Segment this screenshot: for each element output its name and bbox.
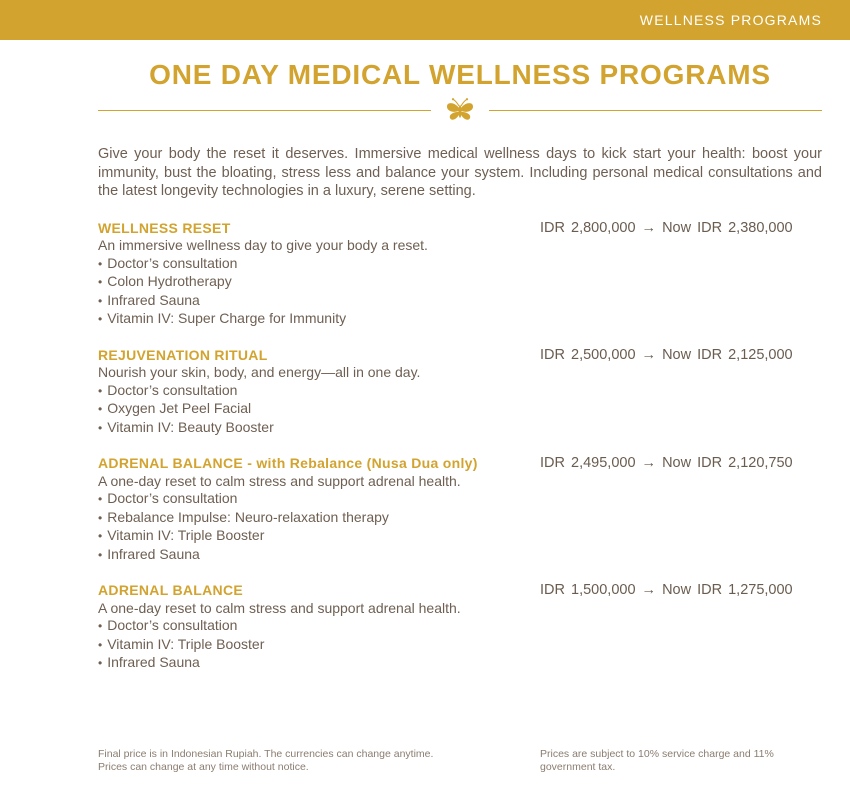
program-item: • Vitamin IV: Triple Booster xyxy=(98,527,540,546)
program-name: WELLNESS RESET xyxy=(98,219,231,236)
program-items xyxy=(98,617,540,673)
page-title: ONE DAY MEDICAL WELLNESS PROGRAMS xyxy=(149,59,771,90)
butterfly-ornament-icon xyxy=(445,97,475,123)
program-item: • Infrared Sauna xyxy=(98,546,540,565)
program-block-adrenal-balance xyxy=(98,582,822,673)
program-name: ADRENAL BALANCE xyxy=(98,582,244,598)
banner-label: WELLNESS PROGRAMS xyxy=(639,12,822,28)
program-price: IDR 1,500,000 → Now IDR 1,275,000 xyxy=(540,582,793,598)
program-item: • Infrared Sauna xyxy=(98,654,540,673)
program-item: • Doctor’s consultation xyxy=(98,490,540,509)
divider-line-right xyxy=(489,110,822,111)
footer-note-currency: Final price is in Indonesian Rupiah. The currencies can change anytime. xyxy=(98,748,434,760)
page-content xyxy=(0,40,850,794)
footer-note-tax: Prices are subject to 10% service charge and 11% government tax. xyxy=(540,748,774,773)
program-item: • Vitamin IV: Beauty Booster xyxy=(98,419,540,438)
footer-left-notes xyxy=(98,748,540,774)
program-name: ADRENAL BALANCE - with Rebalance (Nusa Dua only) xyxy=(98,455,478,471)
programs-list xyxy=(98,220,822,691)
title-divider xyxy=(98,97,822,123)
program-price: IDR 2,495,000 → Now IDR 2,120,750 xyxy=(540,455,793,471)
program-item: • Colon Hydrotherapy xyxy=(98,273,540,292)
program-item: • Doctor’s consultation xyxy=(98,255,540,274)
program-main xyxy=(98,347,540,438)
program-name: REJUVENATION RITUAL xyxy=(98,346,268,363)
program-item: • Vitamin IV: Super Charge for Immunity xyxy=(98,310,540,329)
program-item: • Vitamin IV: Triple Booster xyxy=(98,636,540,655)
intro-paragraph: Give your body the reset it deserves. Immersive medical wellness days to kick start your health: boost your immunity, bust the bloating, stress less and balance your system. Including personal medical consultations and the latest longevity technologies in a luxury, serene setting. xyxy=(98,146,822,199)
program-main xyxy=(98,220,540,329)
program-item: • Rebalance Impulse: Neuro-relaxation therapy xyxy=(98,509,540,528)
program-main xyxy=(98,455,540,564)
program-description: A one-day reset to calm stress and support adrenal health. xyxy=(98,472,461,489)
program-items xyxy=(98,490,540,564)
program-item: • Doctor’s consultation xyxy=(98,617,540,636)
program-block-adrenal-balance-rebalance xyxy=(98,455,822,564)
program-item: • Doctor’s consultation xyxy=(98,382,540,401)
program-item: • Oxygen Jet Peel Facial xyxy=(98,400,540,419)
program-price: IDR 2,800,000 → Now IDR 2,380,000 xyxy=(540,219,793,236)
program-block-rejuvenation-ritual xyxy=(98,347,822,438)
program-items xyxy=(98,382,540,438)
program-description: An immersive wellness day to give your body a reset. xyxy=(98,237,428,253)
footer-notes xyxy=(98,748,822,794)
top-banner xyxy=(0,0,850,40)
program-block-wellness-reset xyxy=(98,220,822,329)
footer-note-change: Prices can change at any time without notice. xyxy=(98,761,309,773)
program-price: IDR 2,500,000 → Now IDR 2,125,000 xyxy=(540,346,793,363)
program-description: A one-day reset to calm stress and support adrenal health. xyxy=(98,599,461,616)
program-main xyxy=(98,582,540,673)
program-description: Nourish your skin, body, and energy—all in one day. xyxy=(98,364,421,380)
program-items xyxy=(98,255,540,329)
program-item: • Infrared Sauna xyxy=(98,292,540,311)
divider-line-left xyxy=(98,110,431,111)
